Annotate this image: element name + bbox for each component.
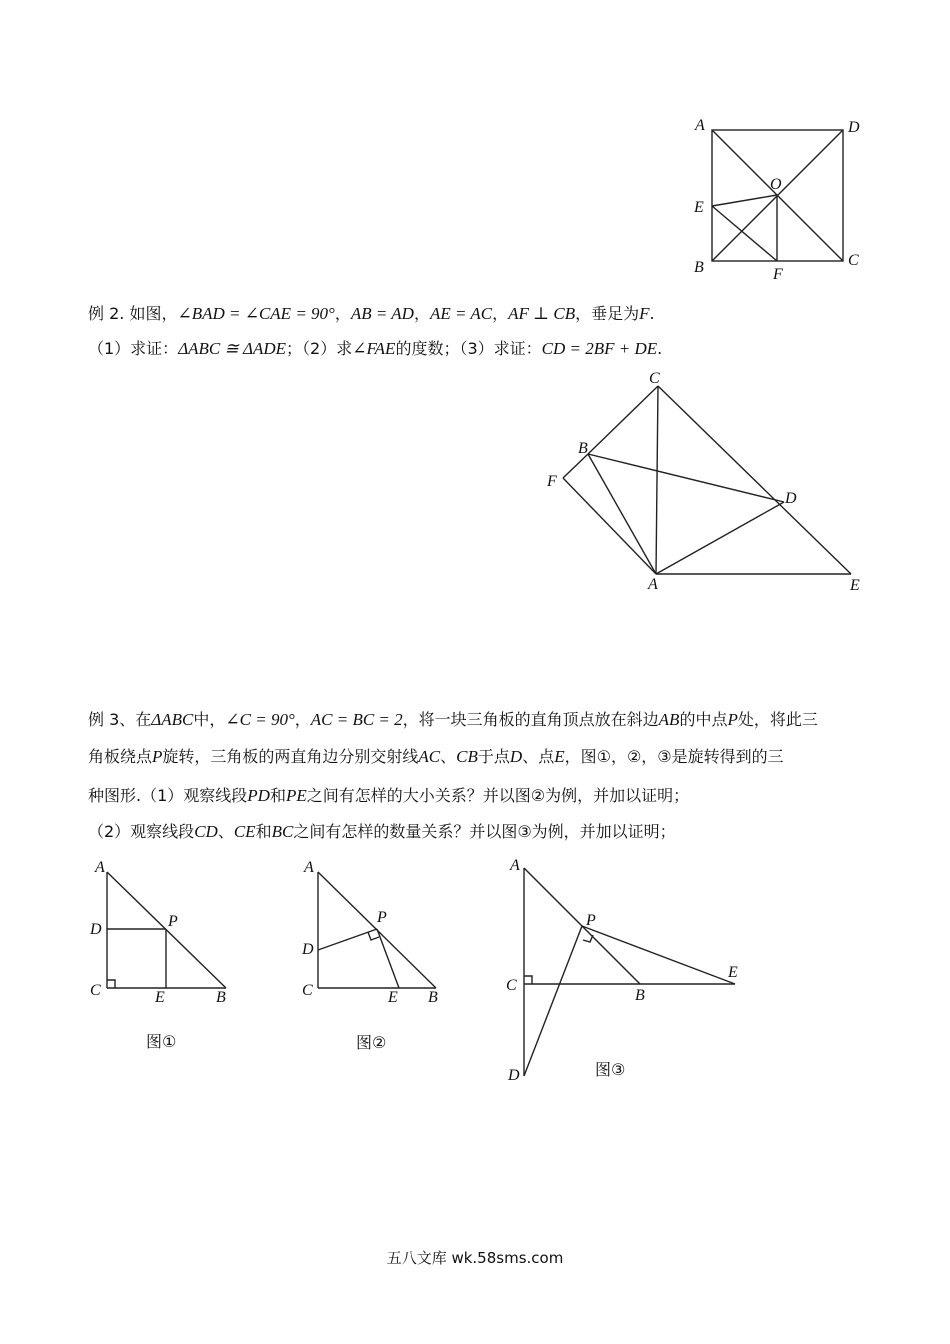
segment-bd — [588, 454, 784, 502]
segment-ab — [107, 872, 226, 988]
caption-figure-1: 图① — [146, 1032, 177, 1051]
segment-da — [656, 502, 784, 574]
label-b: B — [216, 989, 226, 1006]
label-d: D — [508, 1067, 520, 1084]
label-d: D — [90, 921, 102, 938]
segment-ba — [588, 454, 656, 574]
label-b: B — [428, 989, 438, 1006]
caption-figure-3: 图③ — [595, 1060, 626, 1079]
example-3-line-3: 种图形.（1）观察线段PD和PE之间有怎样的大小关系？并以图②为例，并加以证明； — [88, 786, 690, 805]
label-e: E — [850, 577, 860, 594]
example-3-line-4: （2）观察线段CD、CE和BC之间有怎样的数量关系？并以图③为例，并加以证明； — [88, 822, 676, 841]
label-p: P — [586, 912, 596, 929]
caption-figure-2: 图② — [356, 1033, 387, 1052]
label-a: A — [510, 857, 520, 874]
example-2-statement: 例 2. 如图，∠BAD = ∠CAE = 90°，AB = AD，AE = AC，AF ⊥ CB，垂足为F. — [88, 304, 655, 323]
label-o: O — [770, 176, 782, 193]
label-e: E — [388, 989, 398, 1006]
label-e: E — [728, 964, 738, 981]
label-b: B — [694, 259, 704, 276]
right-angle-mark-p — [368, 932, 379, 940]
square-outline — [712, 130, 843, 261]
label-e: E — [694, 199, 704, 216]
segment-pe — [582, 926, 735, 984]
label-a: A — [95, 859, 105, 876]
label-c: C — [848, 252, 859, 269]
diagonal-ac — [712, 130, 843, 261]
segment-dp — [524, 926, 582, 1076]
label-b: B — [635, 987, 645, 1004]
segment-pe — [377, 929, 399, 988]
segment-oe — [712, 195, 777, 206]
segment-ce — [658, 386, 851, 574]
label-d: D — [785, 490, 797, 507]
label-a: A — [304, 859, 314, 876]
segment-ab — [318, 872, 436, 988]
label-f: F — [547, 473, 557, 490]
label-c: C — [302, 982, 313, 999]
label-c: C — [90, 982, 101, 999]
label-d: D — [302, 941, 314, 958]
right-angle-mark-p — [583, 935, 593, 942]
label-d: D — [848, 119, 860, 136]
label-a: A — [648, 576, 658, 593]
example-3-line-1: 例 3、在ΔABC中，∠C = 90°，AC = BC = 2，将一块三角板的直角顶点放在斜边AB的中点P处，将此三 — [88, 710, 818, 729]
segment-bf — [563, 454, 588, 478]
label-p: P — [377, 909, 387, 926]
segment-dp — [318, 929, 377, 950]
segment-ca — [656, 386, 658, 574]
segment-fa — [563, 478, 656, 574]
label-e: E — [155, 989, 165, 1006]
label-f: F — [773, 266, 783, 283]
label-p: P — [168, 913, 178, 930]
diagonal-bd — [712, 130, 843, 261]
label-c: C — [506, 977, 517, 994]
segment-cb — [588, 386, 658, 454]
right-angle-mark — [107, 980, 115, 988]
footer-watermark: 五八文库 wk.58sms.com — [386, 1249, 564, 1267]
label-a: A — [695, 117, 705, 134]
label-c: C — [649, 370, 660, 387]
segment-ef — [712, 206, 777, 261]
segment-ab — [524, 868, 640, 984]
example-3-line-2: 角板绕点P旋转，三角板的两直角边分别交射线AC、CB于点D、点E，图①，②，③是旋转得到的三 — [88, 747, 784, 766]
right-angle-mark-c — [524, 976, 532, 984]
label-b: B — [578, 440, 588, 457]
example-2-questions: （1）求证：ΔABC ≅ ΔADE；（2）求∠FAE的度数；（3）求证：CD = 2BF + DE. — [88, 339, 663, 358]
